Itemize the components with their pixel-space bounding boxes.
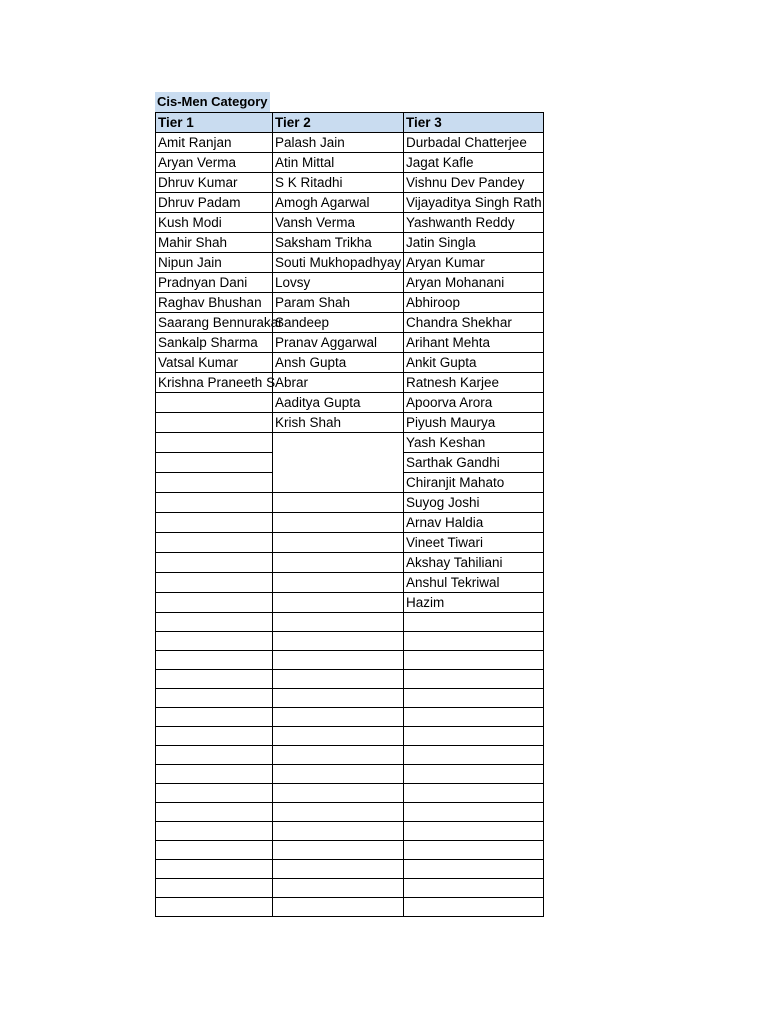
sheet-title: Cis-Men Category [155,92,270,112]
table-row [156,273,544,293]
table-cell-tier-2[interactable] [273,727,404,746]
table-cell-tier-1[interactable] [156,393,273,413]
table-cell-tier-3[interactable] [404,689,544,708]
table-cell-tier-1[interactable] [156,898,273,917]
table-cell-tier-2[interactable] [273,632,404,651]
table-cell-tier-1[interactable] [156,632,273,651]
table-row [156,533,544,553]
table-row [156,841,544,860]
table-cell-tier-3[interactable] [404,708,544,727]
table-row [156,803,544,822]
table-row [156,822,544,841]
table-row [156,689,544,708]
table-cell-tier-3[interactable]: Anshul Tekriwal [404,573,544,593]
table-row [156,670,544,689]
table-cell-tier-3[interactable] [404,746,544,765]
table-cell-tier-2[interactable]: Palash Jain [273,133,404,153]
table-cell-tier-2[interactable]: Krish Shah [273,413,404,433]
table-row [156,593,544,613]
table-body [156,133,544,917]
table-cell-tier-2[interactable] [273,573,404,593]
table-row [156,233,544,253]
table-cell-tier-1[interactable] [156,727,273,746]
table-row [156,133,544,153]
table-cell-tier-2[interactable] [273,473,404,493]
column-header-tier-1: Tier 1 [156,113,273,133]
table-cell-tier-3[interactable]: Piyush Maurya [404,413,544,433]
table-cell-tier-3[interactable] [404,784,544,803]
table-cell-tier-1[interactable]: Dhruv Padam [156,193,273,213]
table-cell-tier-1[interactable] [156,493,273,513]
table-row [156,860,544,879]
table-row [156,708,544,727]
table-cell-tier-3[interactable]: Yashwanth Reddy [404,213,544,233]
table-cell-tier-3[interactable]: Vineet Tiwari [404,533,544,553]
table-cell-tier-2[interactable] [273,898,404,917]
table-row [156,153,544,173]
table-cell-tier-2[interactable] [273,593,404,613]
table-cell-tier-2[interactable]: Saksham Trikha [273,233,404,253]
table-cell-tier-2[interactable]: Abrar [273,373,404,393]
table-cell-tier-3[interactable]: Aryan Mohanani [404,273,544,293]
table-cell-tier-3[interactable] [404,632,544,651]
table-cell-tier-1[interactable]: Amit Ranjan [156,133,273,153]
table-row [156,784,544,803]
table-cell-tier-1[interactable] [156,473,273,493]
table-cell-tier-1[interactable]: Krishna Praneeth S [156,373,273,393]
table-cell-tier-1[interactable] [156,651,273,670]
table-cell-tier-1[interactable] [156,513,273,533]
table-row [156,173,544,193]
table-cell-tier-2[interactable] [273,433,404,453]
table-cell-tier-3[interactable] [404,765,544,784]
table-cell-tier-1[interactable] [156,860,273,879]
table-cell-tier-1[interactable] [156,689,273,708]
table-cell-tier-2[interactable] [273,708,404,727]
table-cell-tier-3[interactable]: Jagat Kafle [404,153,544,173]
table-cell-tier-2[interactable] [273,493,404,513]
table-cell-tier-1[interactable]: Nipun Jain [156,253,273,273]
table-cell-tier-1[interactable] [156,803,273,822]
table-cell-tier-1[interactable]: Mahir Shah [156,233,273,253]
table-row [156,213,544,233]
table-cell-tier-3[interactable]: Jatin Singla [404,233,544,253]
column-header-tier-3: Tier 3 [404,113,544,133]
table-cell-tier-1[interactable]: Dhruv Kumar [156,173,273,193]
table-row [156,433,544,453]
table-cell-tier-3[interactable]: Abhiroop [404,293,544,313]
table-cell-tier-2[interactable] [273,453,404,473]
names-table [155,112,544,917]
table-cell-tier-2[interactable] [273,689,404,708]
table-cell-tier-2[interactable]: Atin Mittal [273,153,404,173]
table-cell-tier-3[interactable]: Hazim [404,593,544,613]
table-cell-tier-2[interactable]: Amogh Agarwal [273,193,404,213]
table-row [156,573,544,593]
table-row [156,193,544,213]
table-cell-tier-1[interactable] [156,822,273,841]
table-cell-tier-2[interactable] [273,553,404,573]
table-cell-tier-1[interactable]: Pradnyan Dani [156,273,273,293]
table-row [156,473,544,493]
table-cell-tier-1[interactable] [156,533,273,553]
table-cell-tier-2[interactable] [273,651,404,670]
table-cell-tier-3[interactable]: Sarthak Gandhi [404,453,544,473]
table-cell-tier-2[interactable] [273,860,404,879]
table-row [156,333,544,353]
table-row [156,313,544,333]
table-cell-tier-2[interactable]: Ansh Gupta [273,353,404,373]
table-cell-tier-1[interactable]: Vatsal Kumar [156,353,273,373]
table-cell-tier-2[interactable] [273,765,404,784]
table-row [156,353,544,373]
table-cell-tier-3[interactable] [404,613,544,632]
table-cell-tier-3[interactable]: Yash Keshan [404,433,544,453]
table-cell-tier-3[interactable]: Vijayaditya Singh Rath [404,193,544,213]
table-cell-tier-1[interactable] [156,708,273,727]
table-row [156,632,544,651]
table-cell-tier-1[interactable] [156,433,273,453]
table-cell-tier-3[interactable]: Chandra Shekhar [404,313,544,333]
table-cell-tier-1[interactable] [156,613,273,632]
table-cell-tier-3[interactable] [404,803,544,822]
table-row [156,879,544,898]
column-header-tier-2: Tier 2 [273,113,404,133]
table-cell-tier-3[interactable] [404,651,544,670]
table-cell-tier-2[interactable] [273,746,404,765]
table-row [156,393,544,413]
table-row [156,493,544,513]
table-cell-tier-3[interactable]: Akshay Tahiliani [404,553,544,573]
table-cell-tier-2[interactable]: Vansh Verma [273,213,404,233]
table-cell-tier-2[interactable] [273,841,404,860]
table-cell-tier-3[interactable]: Suyog Joshi [404,493,544,513]
table-cell-tier-1[interactable] [156,413,273,433]
table-cell-tier-2[interactable]: Param Shah [273,293,404,313]
table-cell-tier-3[interactable] [404,860,544,879]
table-cell-tier-3[interactable]: Arihant Mehta [404,333,544,353]
table-cell-tier-3[interactable]: Arnav Haldia [404,513,544,533]
table-header-row [156,113,544,133]
table-cell-tier-2[interactable] [273,822,404,841]
table-cell-tier-3[interactable]: Ankit Gupta [404,353,544,373]
table-row [156,553,544,573]
table-cell-tier-1[interactable] [156,746,273,765]
table-cell-tier-3[interactable] [404,841,544,860]
table-row [156,765,544,784]
table-cell-tier-2[interactable] [273,613,404,632]
table-cell-tier-3[interactable]: Ratnesh Karjee [404,373,544,393]
table-cell-tier-2[interactable]: Pranav Aggarwal [273,333,404,353]
table-cell-tier-3[interactable]: Chiranjit Mahato [404,473,544,493]
table-cell-tier-1[interactable] [156,841,273,860]
table-row [156,373,544,393]
table-row [156,293,544,313]
table-cell-tier-2[interactable] [273,533,404,553]
table-cell-tier-2[interactable]: Sandeep [273,313,404,333]
table-cell-tier-2[interactable]: Lovsy [273,273,404,293]
table-cell-tier-3[interactable]: Apoorva Arora [404,393,544,413]
table-cell-tier-3[interactable] [404,727,544,746]
table-cell-tier-3[interactable] [404,898,544,917]
table-cell-tier-2[interactable]: Souti Mukhopadhyay [273,253,404,273]
table-cell-tier-3[interactable] [404,822,544,841]
table-cell-tier-1[interactable]: Sankalp Sharma [156,333,273,353]
table-cell-tier-1[interactable]: Kush Modi [156,213,273,233]
table-row [156,613,544,632]
table-cell-tier-1[interactable]: Saarang Bennurakar [156,313,273,333]
table-cell-tier-2[interactable] [273,879,404,898]
table-row [156,746,544,765]
table-cell-tier-3[interactable]: Durbadal Chatterjee [404,133,544,153]
table-cell-tier-1[interactable] [156,453,273,473]
table-cell-tier-2[interactable] [273,670,404,689]
table-row [156,253,544,273]
table-cell-tier-2[interactable] [273,803,404,822]
table-row [156,727,544,746]
table-row [156,513,544,533]
table-cell-tier-1[interactable] [156,784,273,803]
table-cell-tier-1[interactable] [156,553,273,573]
table-cell-tier-1[interactable]: Aryan Verma [156,153,273,173]
table-cell-tier-1[interactable] [156,573,273,593]
table-cell-tier-1[interactable] [156,593,273,613]
table-cell-tier-3[interactable] [404,670,544,689]
table-cell-tier-3[interactable]: Vishnu Dev Pandey [404,173,544,193]
table-row [156,413,544,433]
table-cell-tier-2[interactable] [273,784,404,803]
table-row [156,651,544,670]
table-cell-tier-1[interactable] [156,670,273,689]
table-row [156,453,544,473]
table-cell-tier-2[interactable]: S K Ritadhi [273,173,404,193]
table-row [156,898,544,917]
table-cell-tier-1[interactable] [156,879,273,898]
table-cell-tier-3[interactable] [404,879,544,898]
table-cell-tier-2[interactable]: Aaditya Gupta [273,393,404,413]
table-cell-tier-1[interactable] [156,765,273,784]
table-cell-tier-2[interactable] [273,513,404,533]
table-cell-tier-3[interactable]: Aryan Kumar [404,253,544,273]
table-cell-tier-1[interactable]: Raghav Bhushan [156,293,273,313]
